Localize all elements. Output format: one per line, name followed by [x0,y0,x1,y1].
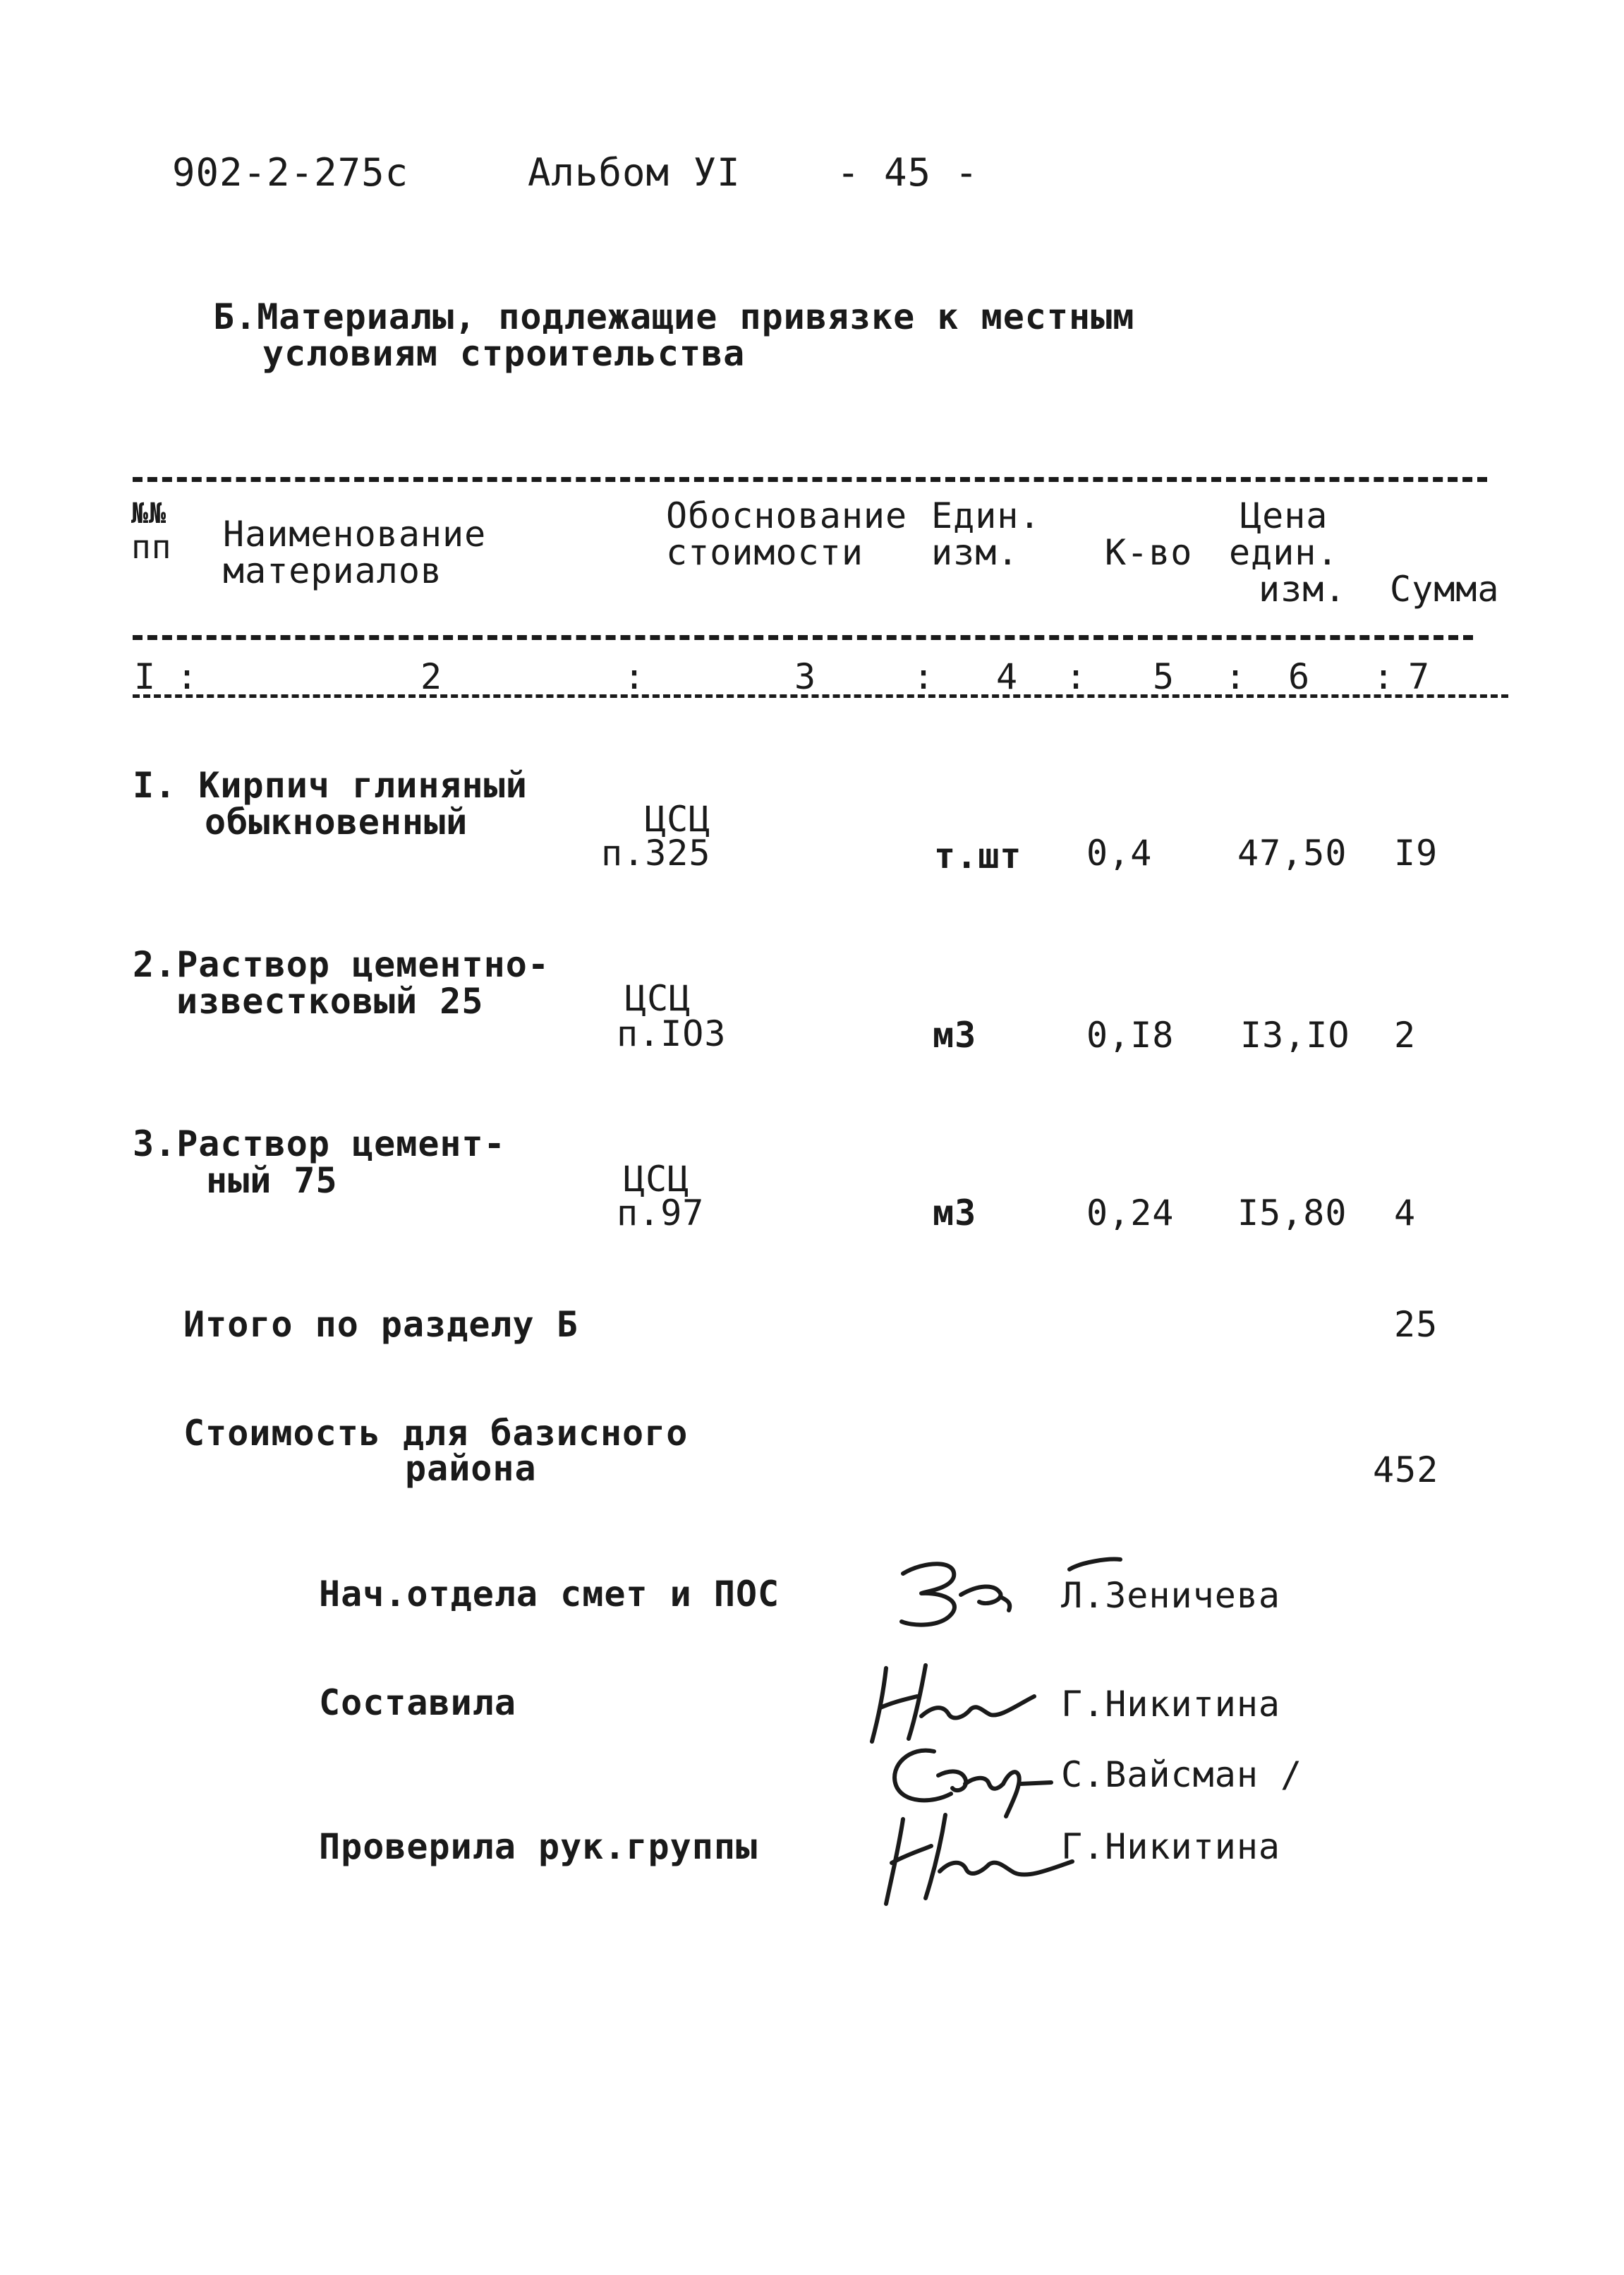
col-separator-3: : [913,656,935,697]
col-number-2: 2 [420,656,443,697]
column-numbers-rule [133,694,1508,698]
row3-basis-line1: ЦСЦ [624,1159,690,1200]
row1-name-line1: I. Кирпич глиняный [133,765,528,806]
signature-name-1: Л.Зеничева [1061,1575,1281,1616]
row3-unit: м3 [933,1193,977,1233]
row3-name-line2: ный 75 [206,1160,338,1201]
row1-qty: 0,4 [1086,833,1153,874]
row1-basis-line1: ЦСЦ [645,799,711,840]
row1-basis-line2: п.325 [601,833,711,874]
header-price-line1: Цена [1240,495,1328,536]
col-number-1: I [134,656,157,697]
col-number-6: 6 [1288,656,1311,697]
row3-price: I5,80 [1237,1193,1347,1233]
row1-name-line2: обыкновенный [205,802,468,843]
col-number-4: 4 [996,656,1019,697]
header-bottom-rule [133,635,1473,640]
col-number-3: 3 [794,656,817,697]
col-separator-2: : [624,656,646,697]
row3-basis-line2: п.97 [617,1193,705,1233]
row2-basis-line2: п.IО3 [617,1013,727,1054]
table-top-rule [133,477,1487,482]
row3-qty: 0,24 [1086,1193,1175,1233]
base-cost-label-line2: района [405,1448,537,1489]
base-cost-label-line1: Стоимость для базисного [183,1413,689,1454]
signature-name-4: Г.Никитина [1061,1826,1281,1867]
header-qty: К-во [1105,532,1193,573]
header-sum: Сумма [1390,569,1500,610]
row1-unit: т.шт [934,835,1022,876]
handwritten-signature-1 [896,1543,1136,1634]
col-number-5: 5 [1153,656,1175,697]
signature-name-3: С.Вайсман / [1061,1754,1303,1795]
row2-sum: 2 [1394,1015,1417,1056]
col-separator-4: : [1065,656,1088,697]
col-separator-5: : [1225,656,1247,697]
row2-price: I3,IО [1240,1015,1350,1056]
row1-sum: I9 [1394,833,1438,874]
signature-role-2: Составила [319,1682,516,1723]
section-title-line2: условиям строительства [262,333,746,374]
header-price-line3: изм. [1259,569,1347,610]
row2-name-line2: известковый 25 [176,981,484,1022]
album-label: Альбом УI [528,150,741,195]
col-separator-6: : [1373,656,1395,697]
row3-name-line1: 3.Раствор цемент- [133,1123,506,1164]
header-unit-line2: изм. [931,532,1019,573]
section-title-line1: Б.Материалы, подлежащие привязке к местным [213,296,1135,337]
handwritten-signature-4 [875,1804,1079,1909]
signature-name-2: Г.Никитина [1061,1684,1281,1725]
row2-qty: 0,I8 [1086,1015,1175,1056]
header-name-line2: материалов [223,550,443,591]
row3-sum: 4 [1394,1193,1417,1233]
section-total-value: 25 [1394,1304,1438,1345]
row2-unit: м3 [933,1015,977,1056]
row1-price: 47,50 [1237,833,1347,874]
page-number: - 45 - [837,150,979,195]
header-unit-line1: Един. [931,495,1041,536]
signature-role-4: Проверила рук.группы [319,1826,758,1867]
section-total-label: Итого по разделу Б [183,1304,578,1345]
col-number-7: 7 [1408,656,1431,697]
signature-role-1: Нач.отдела смет и ПОС [319,1574,780,1615]
col-separator-1: : [176,656,199,697]
doc-code: 902-2-275с [172,150,409,195]
header-basis-line2: стоимости [666,532,863,573]
header-basis-line1: Обоснование [666,495,908,536]
header-num-line2: пп [131,528,172,566]
row2-basis-line1: ЦСЦ [625,978,691,1019]
header-num-line1: №№ [131,497,167,530]
header-price-line2: един. [1229,532,1339,573]
header-name-line1: Наименование [223,514,487,555]
base-cost-value: 452 [1373,1449,1439,1490]
row2-name-line1: 2.Раствор цементно- [133,944,550,985]
